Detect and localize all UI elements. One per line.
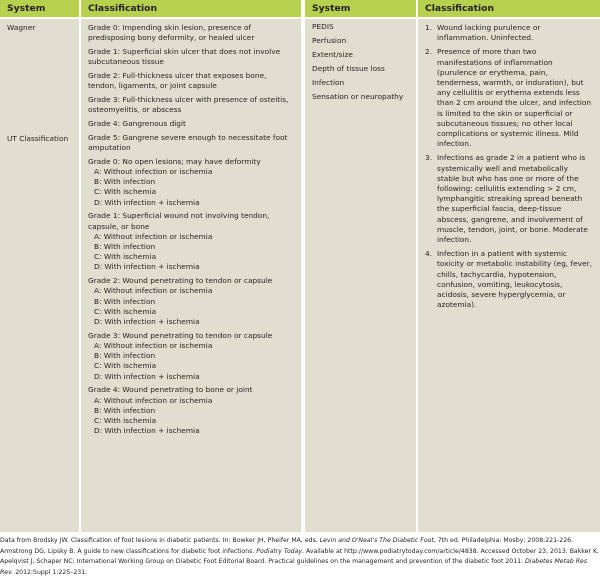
ut-subgrade: D: With infection + ischemia (94, 426, 200, 436)
ut-grade-4 (88, 385, 297, 436)
ut-grade-2 (88, 276, 297, 327)
ut-subgrade: B: With infection (94, 242, 156, 252)
wagner-grade: Grade 5: Gangrene severe enough to necessitate foot amputation (88, 132, 288, 152)
wagner-grade: Grade 3: Full-thickness ulcer with presence of osteitis, osteomyelitis, or abscess (88, 95, 289, 115)
pedis-grade-item (425, 153, 592, 245)
ut-subgrade: B: With infection (94, 405, 156, 415)
left-system-body (0, 19, 79, 532)
left-classification-column (81, 0, 301, 532)
ut-subgrade: B: With infection (94, 351, 156, 361)
footnote-text: . Available at http://www.podiatrytoday.com/article/4838. Accessed October 23, 2013. Bakker K, Apelqvist J, Schaper NC: International Working Group on Diabetic Foot Editorial Board. Practical guidelines on the management and prevention of the diabetic foot 2011. (0, 547, 600, 566)
right-system-column (305, 0, 416, 532)
ut-grade-0 (88, 157, 297, 208)
left-system-column (0, 0, 79, 532)
pedis-grade-item (425, 23, 592, 43)
footnote-text: 7th ed. Philadelphia: Mosby; 2008:221-226. Armstrong DG, Lipsky B. A guide to new classifications for diabetic foot infections. (0, 537, 574, 555)
footnote-text: Data from Brodsky JW. Classification of foot lesions in diabetic patients. In: Bowker JH, Pheifer MA, eds. (0, 537, 320, 544)
ut-grade-title: Grade 3: Wound penetrating to tendon or capsule (88, 330, 273, 340)
ut-subgrade: B: With infection (94, 296, 156, 306)
wagner-grade: Grade 4: Gangrenous digit (88, 119, 186, 128)
left-classification-body (81, 19, 301, 532)
item-text: Wound lacking purulence or inflammation. Uninfected. (437, 23, 541, 43)
pedis-item: Depth of tissue loss (312, 64, 385, 73)
ut-subgrade: A: Without infection or ischemia (94, 341, 213, 351)
item-number: 3. (425, 153, 433, 163)
item-number: 2. (425, 47, 433, 57)
wagner-grade: Grade 1: Superficial skin ulcer that does not involve subcutaneous tissue (88, 47, 281, 67)
pedis-grade-item (425, 47, 592, 149)
pedis-item: Sensation or neuropathy (312, 92, 404, 101)
footnote-journal-title: Podiatry Today (256, 547, 303, 555)
wagner-grade: Grade 2: Full-thickness ulcer that exposes bone, tendon, ligaments, or joint capsule (88, 71, 267, 91)
right-classification-body (418, 19, 600, 532)
pedis-item: Perfusion (312, 36, 347, 45)
ut-grade-title: Grade 0: No open lesions; may have deformity (88, 156, 261, 166)
ut-subgrade: C: With ischemia (94, 306, 157, 316)
right-system-body (305, 19, 416, 532)
ut-subgrade: D: With infection + ischemia (94, 371, 200, 381)
ut-subgrade: A: Without infection or ischemia (94, 395, 213, 405)
ut-subgrade: D: With infection + ischemia (94, 317, 200, 327)
item-text: Infections as grade 2 in a patient who is systemically well and metabolically stable but who has one or more of the following: cellulitis extending > 2 cm, lymphangitic streaking spread beneath the superficial fascia, deep-tissue abscess, gangrene, and involvement of muscle, tendon, joint, or bone. Moderate infection. (437, 153, 588, 245)
footnote-journal-title: Diabetes Metab Res Rev. (0, 558, 588, 576)
ut-grade-3 (88, 331, 297, 382)
wagner-grades (88, 23, 297, 153)
right-classification-column (418, 0, 600, 532)
ut-subgrade: C: With ischemia (94, 361, 157, 371)
pedis-item: Extent/size (312, 50, 353, 59)
source-footnote (0, 536, 600, 578)
pedis-grade-list (425, 23, 592, 310)
ut-subgrade: C: With ischemia (94, 187, 157, 197)
header-classification-left: Classification (81, 0, 301, 17)
ut-grade-1 (88, 211, 297, 272)
ut-subgrade: A: Without infection or ischemia (94, 231, 213, 241)
ut-subgrade: C: With ischemia (94, 416, 157, 426)
ut-grade-title: Grade 2: Wound penetrating to tendon or capsule (88, 276, 273, 286)
header-classification-right: Classification (418, 0, 600, 17)
footnote-book-title: Levin and O'Neal's The Diabetic Foot, (319, 537, 436, 544)
pedis-item: PEDIS (312, 22, 334, 31)
ut-subgrade: D: With infection + ischemia (94, 262, 200, 272)
item-number: 4. (425, 249, 433, 259)
footnote-text: 2012;Suppl 1:225–231. (13, 568, 88, 576)
item-text: Infection in a patient with systemic toxicity or metabolic instability (eg, fever, chills, tachycardia, hypotension, confusion, vomiting, leukocytosis, acidosis, severe hyperglycemia, or azotemia). (437, 249, 592, 310)
ut-grade-title: Grade 1: Superficial wound not involving tendon, capsule, or bone (88, 211, 270, 231)
header-system-right: System (305, 0, 416, 17)
pedis-grade-item (425, 249, 592, 310)
system-ut: UT Classification (7, 134, 69, 144)
ut-subgrade: C: With ischemia (94, 252, 157, 262)
ut-subgrade: A: Without infection or ischemia (94, 286, 213, 296)
item-number: 1. (425, 23, 433, 32)
ut-subgrade: A: Without infection or ischemia (94, 167, 213, 176)
ut-subgrade: D: With infection + ischemia (94, 197, 200, 207)
item-text: Presence of more than two manifestations of inflammation (purulence or erythema, pain, tenderness, warmth, or induration), but any cellulitis or erythema extends less than 2 cm around the ulcer, and infection is limited to the skin or superficial or subcutaneous tissues; no other local complications or systemic illness. Mild infection. (437, 47, 592, 149)
ut-grade-title: Grade 4: Wound penetrating to bone or joint (88, 385, 253, 395)
pedis-item: Infection (312, 78, 345, 87)
system-wagner: Wagner (7, 23, 36, 32)
header-system-left: System (0, 0, 79, 17)
ut-subgrade: B: With infection (94, 177, 156, 187)
wagner-grade: Grade 0: Impending skin lesion, presence of predisposing bony deformity, or healed ulcer (88, 23, 255, 43)
ut-grades (88, 157, 297, 437)
